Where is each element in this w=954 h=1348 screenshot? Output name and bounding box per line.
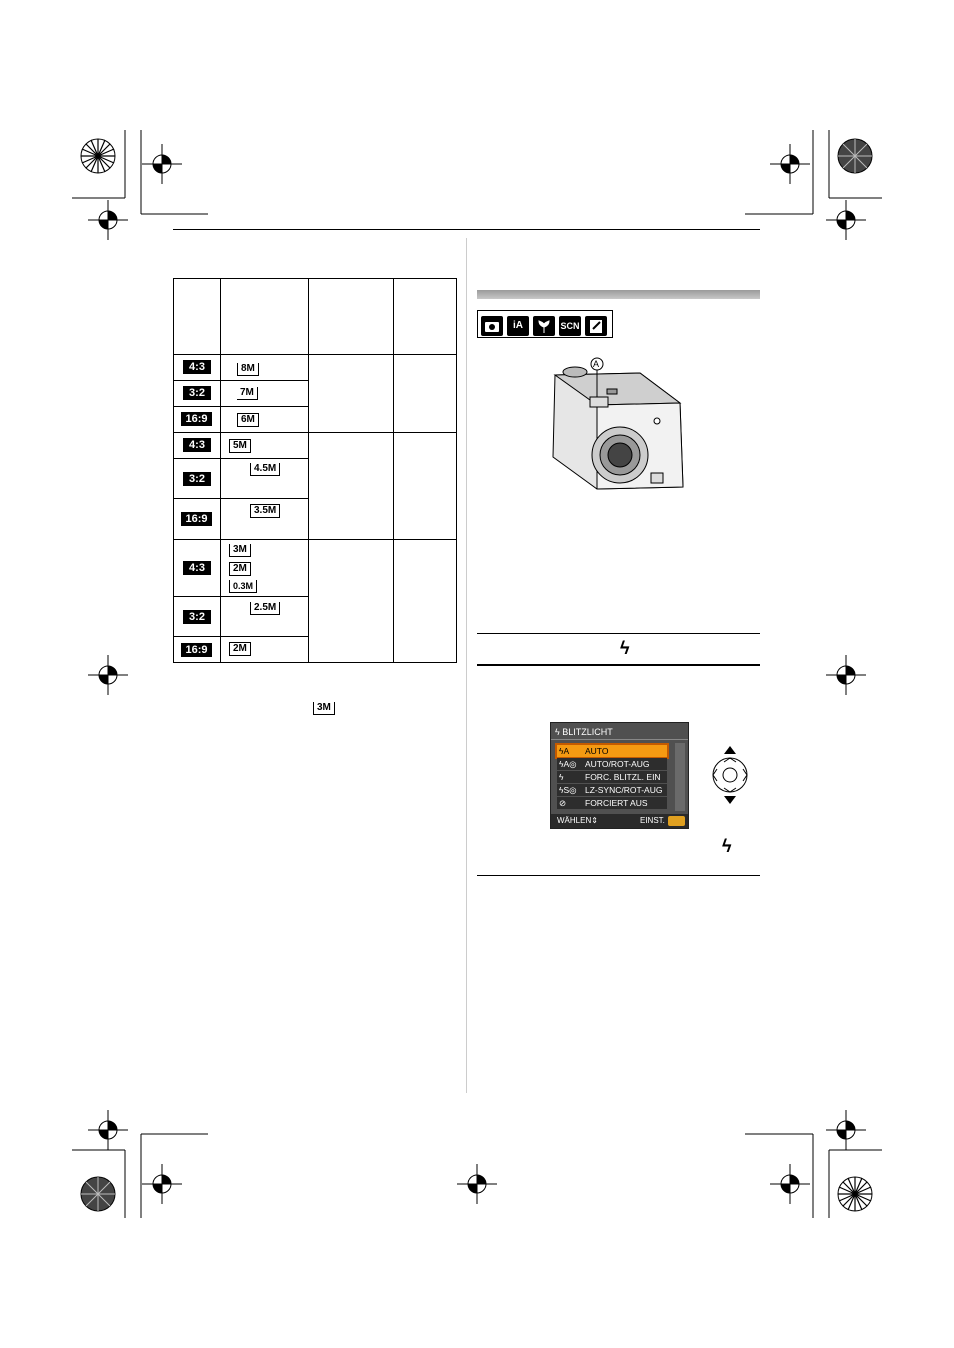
menu-footer	[551, 814, 688, 828]
crosshair-target-icon	[88, 1110, 128, 1150]
picture-size-icon: 5M	[229, 439, 251, 453]
flash-slow-sync-icon: ϟS◎	[559, 785, 577, 795]
menu-item-auto[interactable]	[557, 745, 667, 757]
select-hint: WÄHLEN⇕	[557, 816, 598, 825]
aspect-badge: 4:3	[183, 360, 211, 374]
menu-item-label: FORCIERT AUS	[585, 798, 648, 808]
flash-auto-red-eye-icon: ϟA◎	[559, 759, 577, 769]
aspect-badge: 3:2	[183, 386, 211, 400]
flash-icon: ϟ	[620, 638, 630, 658]
crosshair-target-icon	[88, 655, 128, 695]
header-rule	[173, 229, 760, 230]
flash-auto-icon: ϟA	[559, 746, 570, 756]
camera-illustration	[545, 355, 690, 495]
picture-size-icon: 8M	[237, 363, 259, 376]
aspect-badge: 16:9	[181, 512, 212, 526]
menu-set-button-icon	[668, 816, 685, 826]
menu-item-forced-off[interactable]	[557, 797, 667, 809]
aspect-badge: 4:3	[183, 438, 211, 452]
menu-item-label: FORC. BLITZL. EIN	[585, 772, 661, 782]
menu-item-slow-sync-red-eye[interactable]	[557, 784, 667, 796]
camera-icon	[481, 316, 503, 336]
section-heading-bar	[477, 290, 760, 299]
crosshair-target-icon	[457, 1164, 497, 1204]
crosshair-target-icon	[142, 144, 182, 184]
crosshair-target-icon	[826, 200, 866, 240]
menu-item-label: AUTO	[585, 746, 609, 756]
picture-size-icon: 2M	[229, 562, 251, 576]
crosshair-target-icon	[826, 655, 866, 695]
section-rule	[477, 633, 760, 634]
picture-size-icon: 0.3M	[229, 580, 257, 593]
picture-size-icon: 3M	[229, 544, 251, 557]
aspect-badge: 3:2	[183, 610, 211, 624]
flash-icon: ϟ	[722, 836, 732, 856]
flash-forced-on-icon: ϟ	[559, 772, 564, 782]
picture-size-icon: 2.5M	[250, 602, 280, 615]
cursor-pad-icon	[710, 744, 750, 806]
menu-item-label: AUTO/ROT-AUG	[585, 759, 650, 769]
picture-size-icon: 4.5M	[250, 463, 280, 476]
menu-scrollbar[interactable]	[675, 743, 685, 811]
crosshair-target-icon	[826, 1110, 866, 1150]
picture-size-table	[173, 278, 457, 663]
picture-size-icon: 3.5M	[250, 504, 280, 518]
crosshair-target-icon	[142, 1164, 182, 1204]
flash-menu-screen	[550, 722, 689, 829]
macro-icon	[533, 316, 555, 336]
starburst-mark-icon	[80, 138, 116, 174]
aspect-badge: 4:3	[183, 561, 211, 575]
aspect-badge: 16:9	[181, 643, 212, 657]
aspect-badge: 3:2	[183, 472, 211, 486]
flash-off-icon: ⊘	[559, 798, 567, 808]
section-rule	[477, 664, 760, 666]
menu-title: ϟ BLITZLICHT	[555, 727, 613, 737]
column-divider	[466, 238, 467, 1093]
callout-label: A	[593, 359, 600, 369]
clipboard-icon	[585, 316, 607, 336]
intelligent-auto-icon: iA	[507, 316, 529, 336]
crosshair-target-icon	[88, 200, 128, 240]
picture-size-icon: 2M	[229, 642, 251, 656]
menu-item-forced-on[interactable]	[557, 771, 667, 783]
section-rule	[477, 875, 760, 876]
starburst-mark-icon	[837, 1176, 873, 1212]
starburst-mark-icon	[80, 1176, 116, 1212]
set-hint: EINST.	[640, 816, 665, 825]
picture-size-icon: 3M	[313, 702, 335, 715]
picture-size-icon: 6M	[237, 413, 259, 427]
menu-item-label: LZ-SYNC/ROT-AUG	[585, 785, 663, 795]
menu-item-auto-red-eye[interactable]	[557, 758, 667, 770]
aspect-badge: 16:9	[181, 412, 212, 426]
scene-mode-icon: SCN	[559, 316, 581, 336]
starburst-mark-icon	[837, 138, 873, 174]
picture-size-icon: 7M	[237, 387, 258, 400]
crosshair-target-icon	[770, 144, 810, 184]
crosshair-target-icon	[770, 1164, 810, 1204]
